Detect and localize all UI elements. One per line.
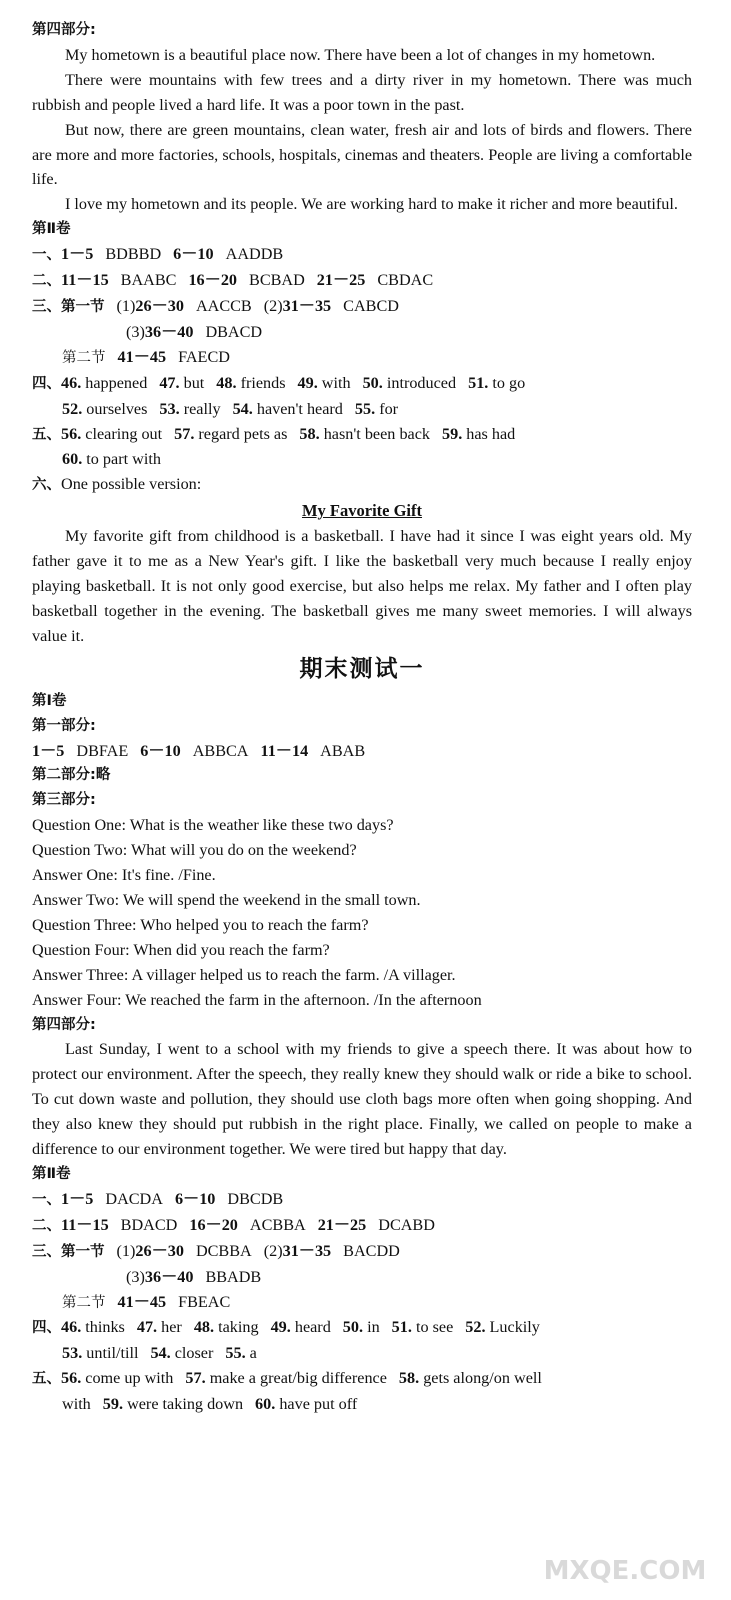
answer-item: [61, 1369, 173, 1387]
set1-section5-line1: 五、56. clearing out 57. regard pets as 58. hasn't been back 59. has had: [32, 424, 516, 443]
essay1-para-2: There were mountains with few trees and a dirty river in my hometown. There was much rubbish and people lived a hard life. It was a poor town in the past.: [32, 70, 692, 114]
answer-text: gets along/on well: [423, 1369, 542, 1388]
p1-answers: 1－5 DBFAE 6－10 ABBCA 11－14 ABAB: [32, 741, 366, 760]
essay-speech: Last Sunday, I went to a school with my friends to give a speech there. It was about how to protect our environment. After the speech, they really knew they should walk or ride a bike to school. To cut down waste and pollution, they should use cloth bags more often when going shopping. And they also knew they should put rubbish in the right place. Finally, we called on people to make a difference to our environment together. We were tired but happy that day.: [32, 1040, 692, 1159]
answer-number: 50.: [362, 373, 383, 392]
p3-line-3: Answer One: It's fine. /Fine.: [32, 866, 216, 885]
answer-item: [159, 400, 220, 418]
answer-item: [271, 1318, 331, 1336]
answer-item: [363, 374, 457, 392]
set2-section1: 一、1－5 DACDA 6－10 DBCDB: [32, 1189, 284, 1208]
part4-heading: 第四部分:: [32, 22, 96, 38]
answer-text: introduced: [386, 373, 457, 392]
answer-text: come up with: [85, 1369, 174, 1388]
answer-number: 52.: [62, 399, 83, 418]
exam-title: 期末测试一: [299, 655, 425, 682]
p2-line: 第二部分:略: [32, 767, 111, 784]
answer-item: [343, 1318, 380, 1336]
answer-item: [103, 1395, 243, 1413]
answer-text: until/till: [86, 1344, 139, 1363]
essay-title: My Favorite Gift: [301, 501, 423, 521]
set1-section2: 二、11－15 BAABC 16－20 BCBAD 21－25 CBDAC: [32, 271, 434, 290]
answer-text: to go: [492, 373, 526, 392]
answer-text: have put off: [279, 1395, 358, 1414]
answer-text: regard pets as: [198, 424, 288, 443]
answer-text: with: [62, 1395, 91, 1414]
set2-section5-line1: 五、56. come up with 57. make a great/big difference 58. gets along/on well: [32, 1369, 542, 1388]
watermark-text: MXQE.COM: [543, 1556, 707, 1586]
answer-text: were taking down: [127, 1395, 244, 1414]
answer-number: 48.: [193, 1318, 215, 1337]
answer-number: 54.: [232, 399, 253, 418]
volume1-heading: 第Ⅰ卷: [32, 692, 67, 709]
p3-line-2: Question Two: What will you do on the weekend?: [32, 841, 357, 860]
answer-number: 46.: [61, 1318, 82, 1337]
answer-item: [61, 425, 162, 443]
answer-number: 47.: [159, 373, 180, 392]
answer-text: to see: [415, 1318, 454, 1337]
answer-number: 57.: [185, 1369, 206, 1388]
answer-item: [442, 425, 515, 443]
answer-text: taking: [218, 1318, 259, 1337]
p3-line-8: Answer Four: We reached the farm in the afternoon. /In the afternoon: [32, 990, 482, 1009]
answer-number: 46.: [61, 373, 82, 392]
answer-text: for: [379, 399, 399, 418]
p3-dialogue: [32, 813, 692, 1012]
answer-number: 55.: [354, 399, 376, 418]
answer-text: heard: [294, 1318, 331, 1337]
set1-section4-line1: 四、46. happened 47. but 48. friends 49. with 50. introduced 51. to go: [32, 373, 526, 392]
answer-item: [61, 1318, 125, 1336]
answer-number: 55.: [225, 1344, 246, 1363]
answer-number: 50.: [342, 1318, 364, 1337]
answer-text: friends: [240, 373, 286, 392]
answer-number: 52.: [465, 1318, 486, 1337]
set1-section3: 三、第一节 (1)26－30 AACCB (2)31－35 CABCD: [32, 296, 399, 315]
answer-text: really: [183, 399, 221, 418]
answer-number: 60.: [62, 450, 83, 469]
answer-text: Luckily: [489, 1318, 540, 1337]
set2-section3-part3: (3)36－40 BBADB: [126, 1267, 262, 1286]
answer-number: 58.: [398, 1369, 420, 1388]
set2-section5-line2: [32, 1392, 692, 1417]
set2-section3-node2: 第二节 41－45 FBEAC: [62, 1292, 231, 1311]
volume2b-heading: 第Ⅱ卷: [32, 1165, 71, 1182]
p3-heading: 第三部分:: [32, 792, 96, 809]
answer-item: [298, 374, 351, 392]
answer-text: her: [161, 1318, 182, 1337]
answer-item: [150, 1344, 213, 1362]
essay1-para-3: But now, there are green mountains, clean water, fresh air and lots of birds and flowers. There are more and more factories, schools, hospitals, cinemas and theaters. People are living a comfortable life.: [32, 120, 692, 189]
set1-section5-line2: [32, 447, 692, 472]
set2-section4-line2: [32, 1341, 692, 1366]
answer-item: [399, 1369, 542, 1387]
set1-section3-part3: (3)36－40 DBACD: [126, 322, 263, 341]
set1-section4-line2: [32, 397, 692, 422]
answer-item: [355, 400, 398, 418]
essay1-para-4: I love my hometown and its people. We are working hard to make it richer and more beautiful.: [65, 195, 678, 214]
answer-item: [299, 425, 430, 443]
set2-section2: 二、11－15 BDACD 16－20 ACBBA 21－25 DCABD: [32, 1215, 435, 1234]
answer-item: [468, 374, 525, 392]
set2-section3: 三、第一节 (1)26－30 DCBBA (2)31－35 BACDD: [32, 1241, 400, 1260]
p3-line-4: Answer Two: We will spend the weekend in the small town.: [32, 891, 421, 909]
p3-line-6: Question Four: When did you reach the farm?: [32, 940, 330, 959]
answer-text: make a great/big difference: [209, 1369, 387, 1388]
answer-number: 51.: [468, 373, 489, 392]
answer-text: closer: [174, 1344, 214, 1363]
answer-text: clearing out: [85, 424, 163, 443]
answer-number: 54.: [150, 1344, 171, 1363]
p3-line-7: Answer Three: A villager helped us to reach the farm. /A villager.: [32, 965, 456, 984]
p3-line-1: Question One: What is the weather like these two days?: [32, 816, 394, 835]
answer-number: 53.: [159, 399, 180, 418]
answer-item: [174, 425, 287, 443]
answer-item: [62, 1344, 138, 1362]
answer-text: in: [367, 1318, 380, 1337]
answer-item: [62, 450, 161, 468]
p1-heading: 第一部分:: [32, 717, 96, 734]
set1-section6: 六、One possible version:: [32, 475, 202, 494]
answer-text: haven't heard: [256, 399, 343, 418]
essay1-para-1: My hometown is a beautiful place now. There have been a lot of changes in my hometown.: [65, 45, 656, 64]
answer-item: [62, 400, 147, 418]
p4-heading: 第四部分:: [32, 1016, 96, 1033]
watermark-logo: [525, 1524, 725, 1594]
answer-item: [225, 1344, 256, 1362]
answer-number: 48.: [216, 373, 237, 392]
set1-section1: 一、1－5 BDBBD 6－10 AADDB: [32, 245, 284, 264]
volume2-heading: 第Ⅱ卷: [32, 221, 71, 238]
answer-item: [233, 400, 343, 418]
answer-number: 56.: [61, 424, 82, 443]
answer-page: [32, 18, 692, 1417]
answer-number: 49.: [297, 373, 318, 392]
answer-item: [194, 1318, 259, 1336]
answer-text: hasn't been back: [323, 424, 430, 443]
answer-text: a: [249, 1344, 257, 1363]
answer-text: with: [321, 373, 351, 392]
answer-item: [62, 1395, 91, 1413]
answer-number: 59.: [102, 1395, 124, 1414]
answer-number: 59.: [442, 424, 463, 443]
answer-number: 51.: [391, 1318, 412, 1337]
answer-text: has had: [466, 424, 516, 443]
answer-number: 57.: [174, 424, 195, 443]
set1-section3-node2: 第二节 41－45 FAECD: [62, 347, 230, 366]
answer-text: thinks: [85, 1318, 125, 1337]
essay-hometown: [32, 43, 692, 217]
answer-number: 56.: [61, 1369, 82, 1388]
answer-item: [159, 374, 204, 392]
answer-item: [465, 1318, 540, 1336]
answer-number: 53.: [62, 1344, 83, 1363]
answer-number: 47.: [136, 1318, 158, 1337]
essay-favorite-gift: My favorite gift from childhood is a basketball. I have had it since I was eight years old. My father gave it to me as a New Year's gift. I like the basketball very much because I really enjoy playing basketball. It is not only good exercise, but also helps me relax. My father and I often play basketball together in the evening. The basketball gives me many sweet memories. I will always value it.: [32, 527, 692, 645]
answer-item: [185, 1369, 387, 1387]
answer-number: 49.: [270, 1318, 291, 1337]
answer-number: 58.: [299, 424, 320, 443]
answer-text: but: [183, 373, 205, 392]
answer-item: [61, 374, 147, 392]
answer-item: [216, 374, 285, 392]
answer-text: happened: [85, 373, 148, 392]
answer-text: ourselves: [86, 399, 148, 418]
answer-item: [392, 1318, 454, 1336]
answer-item: [255, 1395, 357, 1413]
set2-section4-line1: 四、46. thinks 47. her 48. taking 49. heard 50. in 51. to see 52. Luckily: [32, 1318, 540, 1337]
p3-line-5: Question Three: Who helped you to reach the farm?: [32, 915, 369, 934]
answer-item: [137, 1318, 182, 1336]
answer-number: 60.: [255, 1395, 276, 1414]
answer-text: to part with: [86, 450, 161, 469]
